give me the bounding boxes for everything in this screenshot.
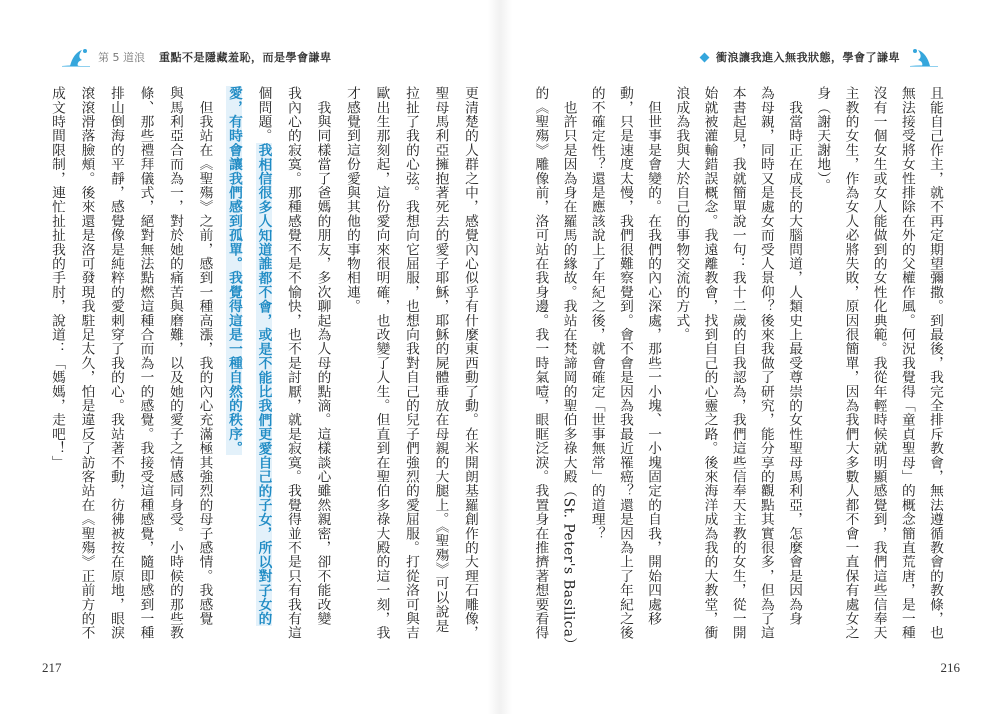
text-column: 我內心的寂寞。那種感覺不是不愉快，也不是討厭，就是寂寞。我覺得並不是只有我有這	[285, 86, 301, 640]
chapter-label: 第 5 道浪	[98, 51, 145, 64]
text-column: 無法接受將女性排除在外的父權作風。何況我覺得「童貞聖母」的概念簡直荒唐，是一種	[898, 86, 915, 640]
page-number-right: 216	[940, 660, 960, 675]
text-column: 的《聖殤》雕像前，洛可站在我身邊。我一時氣噎，眼眶泛淚。我置身在推擠著想要看得	[532, 86, 549, 640]
page-number-left: 217	[42, 660, 62, 675]
text-column: 滾滾滑落臉頰。後來還是洛可發現我駐足太久，怕是違反了訪客站在《聖殤》正前方的不	[78, 86, 95, 640]
text-column: 更清楚的人群之中，感覺內心似乎有什麼東西動了動。在米開朗基羅創作的大理石雕像，	[462, 86, 478, 640]
book-gutter	[488, 0, 512, 714]
text-column: 與馬利亞合而為一，對於她的痛苦與磨難，以及她的愛子之情感同身受。小時候的那些教	[167, 86, 183, 640]
text-column: 條、那些禮拜儀式，絕對無法點燃這種合而為一的感覺。我接受這種感覺，隨即感到一種	[137, 86, 154, 640]
text-column	[248, 86, 278, 651]
text-column: 為母親，同時又是處女而受人景仰？後來我做了研究，能分享的觀點其實很多，但為了這	[757, 86, 774, 640]
text-column: 拉扯了我的心弦。我想向它屈服，也想向我對自己的兒子們強烈的愛屈服。打從洛可與吉	[403, 86, 419, 640]
text-column: 但世事是會變的。在我們的內心深處，那些一小塊、一小塊固定的自我，開始四處移	[645, 86, 662, 626]
left-running-header	[60, 47, 332, 67]
text-column: 且能自己作主，就不再定期望彌撒。到最後，我完全排斥教會，無法遵循教會的教條，也	[927, 86, 943, 640]
diamond-bullet-icon	[700, 52, 710, 62]
wave-icon	[908, 46, 940, 68]
text-column: 但我站在《聖殤》之前，感到一種高漲，我的內心充滿極其強烈的母子感情。我感覺	[196, 86, 213, 626]
highlighted-quote: 我相信很多人知道誰都不會，或是不能比我們更愛自己的子女，所以對子女的	[255, 142, 272, 626]
text-column: 身（謝天謝地）。	[814, 86, 831, 193]
text-column: 排山倒海的平靜，感覺像是純粹的愛刺穿了我的心。我站著不動，彷彿被按在原地，眼淚	[108, 86, 124, 640]
left-page-body	[41, 86, 484, 651]
text-column	[219, 86, 249, 651]
text-column: 動，只是速度太慢，我們很難察覺到。會不會是因為我最近罹癌？還是因為上了年紀之後	[616, 86, 633, 640]
text-column: 成文時間限制，連忙扯扯我的手肘，說道：「媽媽，走吧！」	[49, 86, 65, 470]
text-column: 浪成為我與大於自己的事物交流的方式。	[673, 86, 690, 342]
column-text: 個問題。	[255, 86, 272, 143]
right-page-body	[525, 86, 949, 651]
text-column: 的不確定性？還是應該說上了年紀之後，就會確定「世事無常」的道理？	[588, 86, 605, 541]
text-column: 始就被灌輸錯誤概念。我遠離教會，找到自己的心靈之路。後來海洋成為我的大教堂，衝	[701, 86, 718, 640]
text-column: 主教的女生，作為女人必將失敗，原因很簡單，因為我們大多數人都不會一直保有處女之	[842, 86, 859, 640]
chapter-title: 重點不是隱藏羞恥，而是學會謙卑	[159, 51, 332, 64]
highlighted-quote: 愛，有時會讓我們感到孤單。我覺得這是一種自然的秩序。	[226, 86, 242, 456]
text-column: 我與同樣當了爸媽的朋友，多次聊起為人母的點滴。這樣談心雖然親密，卻不能改變	[314, 86, 331, 626]
text-column: 沒有一個女生或女人能做到的女性化典範。我從年輕時候就明顯感覺到，我們這些信奉天	[870, 86, 887, 640]
text-column: 我當時正在成長的大腦問道，人類史上最受尊崇的女性聖母馬利亞，怎麼會是因為身	[786, 86, 803, 626]
right-running-header	[701, 47, 940, 67]
wave-icon	[60, 46, 92, 68]
section-title: 衝浪讓我進入無我狀態，學會了謙卑	[716, 51, 900, 64]
text-column: 聖母馬利亞擁抱著死去的愛子耶穌，耶穌的屍體垂放在母親的大腿上。《聖殤》可以說是	[432, 86, 449, 633]
text-column: 才感覺到這份愛與其他的事物相連。	[344, 86, 360, 314]
text-column: 也許只是因為身在羅馬的緣故。我站在梵諦岡的聖伯多祿大殿（St. Peter's Basilica）	[560, 86, 577, 652]
text-column: 歐出生那刻起，這份愛向來很明確，也改變了人生。但直到在聖伯多祿大殿的這一刻，我	[373, 86, 390, 640]
text-column: 本書起見，我就簡單說一句：我十二歲的自我認為，我們這些信奉天主教的女生，從一開	[729, 86, 746, 640]
